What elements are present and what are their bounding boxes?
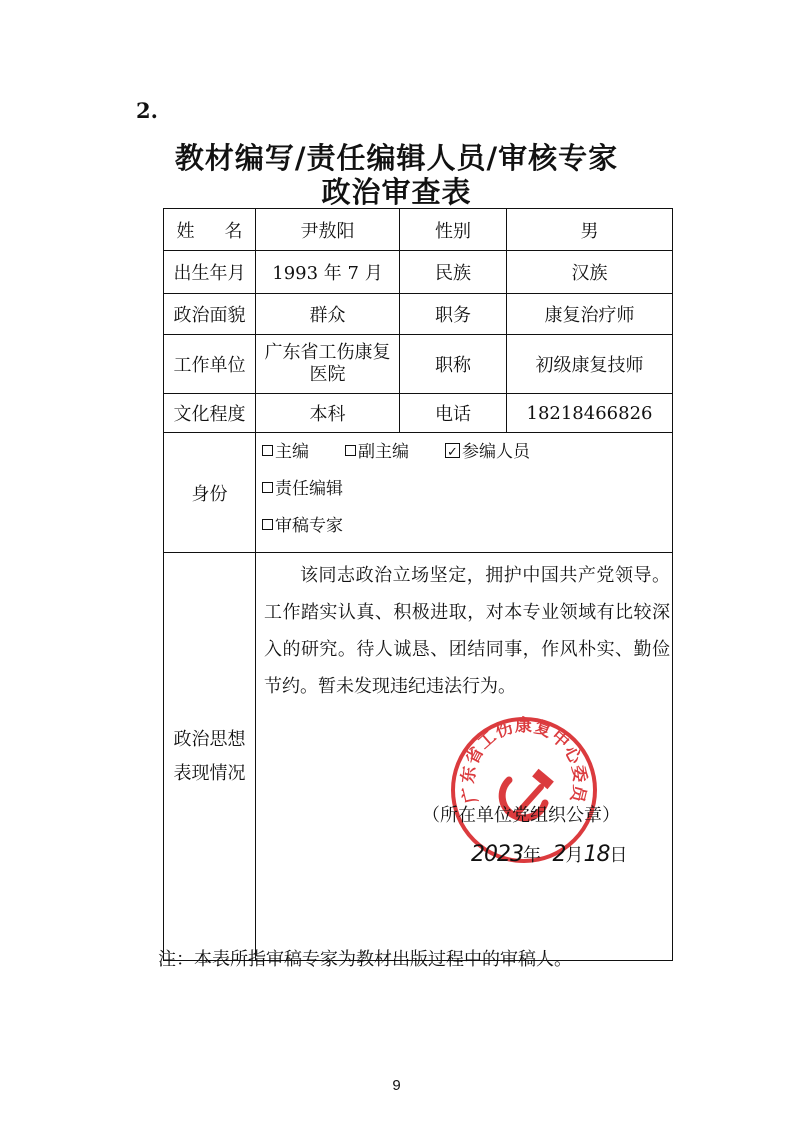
position-label: 职务 <box>400 294 507 335</box>
phone-label: 电话 <box>400 394 507 433</box>
role-chief-editor[interactable] <box>262 439 309 465</box>
page-number: 9 <box>392 1077 401 1094</box>
role-responsible-editor-label: 责任编辑 <box>275 479 343 499</box>
section-number: 2. <box>136 98 158 123</box>
education-value: 本科 <box>256 394 400 433</box>
form-row-birth <box>164 251 673 294</box>
workplace-value-line2: 医院 <box>309 364 346 385</box>
date-day-suffix: 日 <box>609 845 628 866</box>
form-row-political <box>164 294 673 335</box>
professional-title-value: 初级康复技师 <box>507 335 673 394</box>
gender-label: 性别 <box>400 209 507 251</box>
ideology-label-line1: 政治思想 <box>173 728 246 750</box>
role-deputy-editor[interactable] <box>345 439 409 465</box>
name-label-char-1: 姓 <box>176 220 195 242</box>
checkmark-icon: ✓ <box>447 445 458 460</box>
role-responsible-editor[interactable] <box>262 476 343 502</box>
form-title: 教材编写/责任编辑人员/审核专家 <box>174 141 619 175</box>
ethnicity-value: 汉族 <box>507 251 673 294</box>
name-value: 尹敖阳 <box>256 209 400 251</box>
role-responsible-editor-checkbox[interactable] <box>262 482 273 493</box>
role-review-expert-label: 审稿专家 <box>275 516 343 536</box>
form-subtitle: 政治审查表 <box>321 175 472 209</box>
role-chief-editor-label: 主编 <box>275 442 309 462</box>
identity-label: 身份 <box>164 433 256 553</box>
birth-value: 1993 年 7 月 <box>256 251 400 294</box>
ethnicity-label: 民族 <box>400 251 507 294</box>
form-row-identity <box>164 433 673 553</box>
ideology-text: 该同志政治立场坚定，拥护中国共产党领导。工作踏实认真、积极进取，对本专业领域有比较深入的研究。待人诚恳、团结同事，作风朴实、勤俭节约。暂未发现违纪违法行为。 <box>264 565 670 697</box>
ideology-label <box>164 553 256 961</box>
role-deputy-editor-checkbox[interactable] <box>345 445 356 456</box>
date-year-suffix: 年 <box>523 845 541 866</box>
birth-label: 出生年月 <box>164 251 256 294</box>
role-deputy-editor-label: 副主编 <box>358 442 409 462</box>
form-row-ideology <box>164 553 673 961</box>
date-year: 2023 <box>471 842 523 867</box>
sign-date <box>471 841 627 867</box>
form-row-workplace <box>164 335 673 394</box>
workplace-value-line1: 广东省工伤康复 <box>264 342 391 363</box>
role-contributor-checkbox[interactable] <box>445 443 460 458</box>
name-label <box>164 209 256 251</box>
workplace-label: 工作单位 <box>164 335 256 394</box>
education-label: 文化程度 <box>164 394 256 433</box>
political-status-label: 政治面貌 <box>164 294 256 335</box>
role-contributor[interactable] <box>445 439 530 465</box>
workplace-value <box>256 335 400 394</box>
role-contributor-label: 参编人员 <box>462 442 530 462</box>
role-review-expert[interactable] <box>262 513 343 539</box>
role-review-expert-checkbox[interactable] <box>262 519 273 530</box>
position-value: 康复治疗师 <box>507 294 673 335</box>
form-row-education <box>164 394 673 433</box>
professional-title-label: 职称 <box>400 335 507 394</box>
phone-value: 18218466826 <box>507 394 673 433</box>
seal-text: 广东省工伤康复中心委员 <box>458 716 590 806</box>
date-day: 18 <box>583 842 610 867</box>
ideology-content <box>256 553 673 961</box>
political-status-value: 群众 <box>256 294 400 335</box>
date-month: 2 <box>552 842 566 867</box>
identity-options <box>256 433 673 553</box>
stamp-note: （所在单位党组织公章） <box>422 805 620 826</box>
role-chief-editor-checkbox[interactable] <box>262 445 273 456</box>
gender-value: 男 <box>507 209 673 251</box>
ideology-label-line2: 表现情况 <box>173 762 246 784</box>
footnote: 注：本表所指审稿专家为教材出版过程中的审稿人。 <box>158 949 572 970</box>
svg-text:广东省工伤康复中心委员 <box>457 715 590 806</box>
name-label-char-2: 名 <box>224 220 243 242</box>
political-review-form <box>163 208 673 961</box>
date-month-suffix: 月 <box>565 845 584 866</box>
form-row-name <box>164 209 673 251</box>
